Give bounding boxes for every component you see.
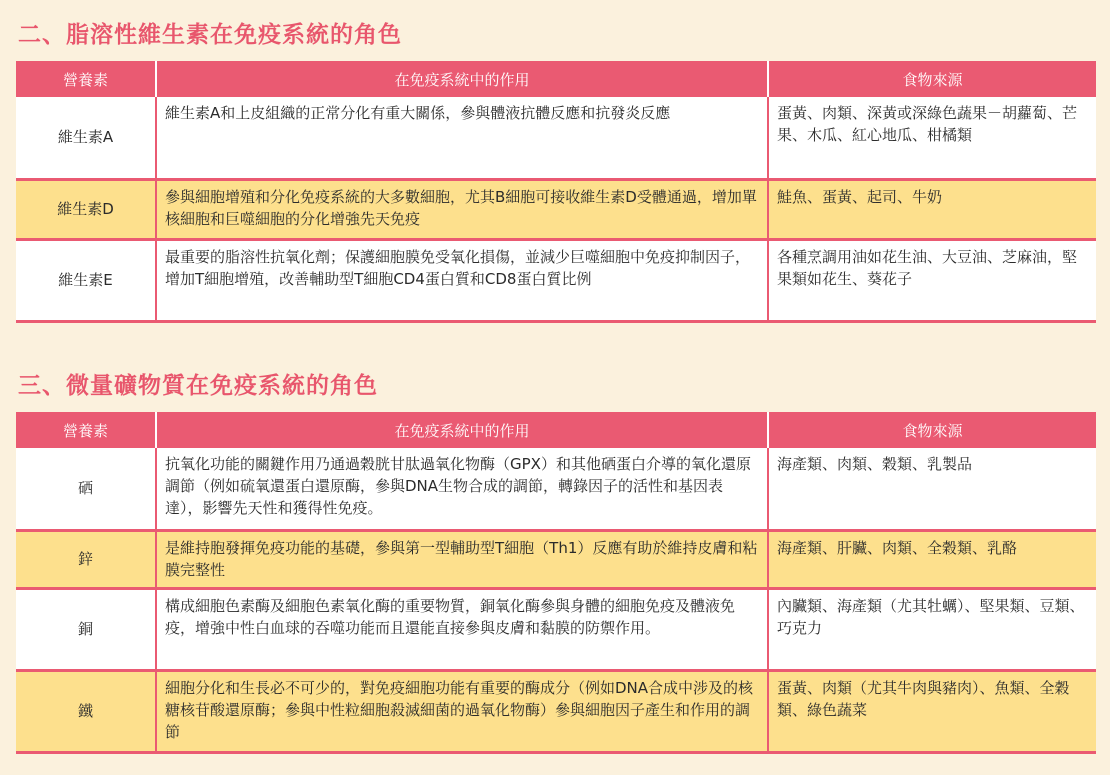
table-row [16, 670, 1096, 752]
nutrient-cell: 維生素D [16, 179, 156, 239]
section-title-trace-minerals: 三、微量礦物質在免疫系統的角色 [18, 373, 378, 399]
role-cell: 構成細胞色素酶及細胞色素氧化酶的重要物質，銅氧化酶參與身體的細胞免疫及體液免疫，增強中性白血球的吞噬功能而且還能直接參與皮膚和黏膜的防禦作用。 [156, 588, 768, 670]
role-cell: 細胞分化和生長必不可少的，對免疫細胞功能有重要的酶成分（例如DNA合成中涉及的核糖核苷酸還原酶；參與中性粒細胞殺滅細菌的過氧化物酶）參與細胞因子產生和作用的調節 [156, 670, 768, 752]
header-role: 在免疫系統中的作用 [156, 61, 768, 97]
source-cell: 蛋黃、肉類、深黃或深綠色蔬果－胡蘿蔔、芒果、木瓜、紅心地瓜、柑橘類 [768, 97, 1096, 179]
nutrient-cell: 維生素E [16, 239, 156, 321]
table-row [16, 239, 1096, 321]
table-header-row [16, 412, 1096, 448]
nutrient-cell: 硒 [16, 448, 156, 530]
table-row [16, 97, 1096, 179]
header-nutrient: 營養素 [16, 61, 156, 97]
nutrient-cell: 維生素A [16, 97, 156, 179]
source-cell: 海產類、肝臟、肉類、全穀類、乳酪 [768, 530, 1096, 588]
fat-soluble-vitamins-table [16, 61, 1096, 323]
header-source: 食物來源 [768, 412, 1096, 448]
table-row [16, 179, 1096, 239]
trace-minerals-table [16, 412, 1096, 754]
role-cell: 是維持胞發揮免疫功能的基礎，參與第一型輔助型T細胞（Th1）反應有助於維持皮膚和粘膜完整性 [156, 530, 768, 588]
header-role: 在免疫系統中的作用 [156, 412, 768, 448]
source-cell: 蛋黃、肉類（尤其牛肉與豬肉）、魚類、全穀類、綠色蔬菜 [768, 670, 1096, 752]
source-cell: 鮭魚、蛋黃、起司、牛奶 [768, 179, 1096, 239]
nutrient-cell: 鋅 [16, 530, 156, 588]
header-source: 食物來源 [768, 61, 1096, 97]
role-cell: 維生素A和上皮組織的正常分化有重大關係，參與體液抗體反應和抗發炎反應 [156, 97, 768, 179]
nutrient-cell: 銅 [16, 588, 156, 670]
source-cell: 內臟類、海產類（尤其牡蠣）、堅果類、豆類、巧克力 [768, 588, 1096, 670]
role-cell: 參與細胞增殖和分化免疫系統的大多數細胞，尤其B細胞可接收維生素D受體通過，增加單核細胞和巨噬細胞的分化增強先天免疫 [156, 179, 768, 239]
table-row [16, 448, 1096, 530]
nutrient-cell: 鐵 [16, 670, 156, 752]
source-cell: 各種烹調用油如花生油、大豆油、芝麻油，堅果類如花生、葵花子 [768, 239, 1096, 321]
source-cell: 海產類、肉類、穀類、乳製品 [768, 448, 1096, 530]
table-row [16, 530, 1096, 588]
section-title-fat-soluble-vitamins: 二、脂溶性維生素在免疫系統的角色 [18, 22, 402, 48]
role-cell: 最重要的脂溶性抗氧化劑；保護細胞膜免受氧化損傷，並減少巨噬細胞中免疫抑制因子，增加T細胞增殖，改善輔助型T細胞CD4蛋白質和CD8蛋白質比例 [156, 239, 768, 321]
header-nutrient: 營養素 [16, 412, 156, 448]
table-row [16, 588, 1096, 670]
table-header-row [16, 61, 1096, 97]
role-cell: 抗氧化功能的關鍵作用乃通過穀胱甘肽過氧化物酶（GPX）和其他硒蛋白介導的氧化還原調節（例如硫氧還蛋白還原酶，參與DNA生物合成的調節，轉錄因子的活性和基因表達），影響先天性和獲得性免疫。 [156, 448, 768, 530]
